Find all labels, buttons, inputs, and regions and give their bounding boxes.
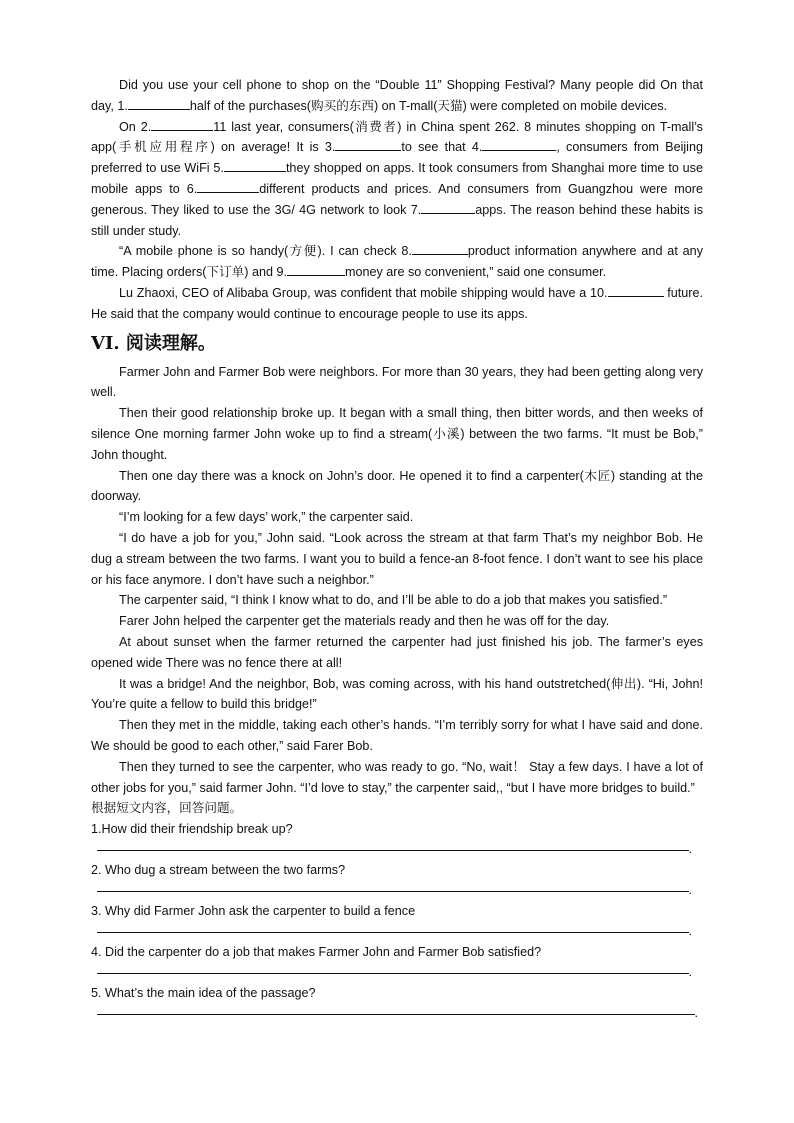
cloze-text: to see that	[401, 140, 472, 155]
cloze-text: future. He said that the company would continue to encourage people to use its apps.	[91, 285, 703, 321]
cloze-paragraph	[91, 241, 703, 283]
cloze-text: Did you use your cell phone to shop on the “Double 11” Shopping Festival? Many people did On that day,	[91, 78, 703, 113]
fill-in-blank[interactable]	[482, 137, 556, 151]
cloze-text: 3.	[324, 140, 336, 155]
cloze-text: 10.	[590, 285, 608, 300]
cloze-text: 4.	[471, 140, 483, 155]
fill-in-blank[interactable]	[128, 96, 190, 110]
answer-line[interactable]	[91, 880, 703, 900]
cloze-text: product information anywhere and at any time. Placing orders(下订单) and	[91, 244, 703, 280]
fill-in-blank[interactable]	[335, 137, 401, 151]
answer-underline[interactable]	[97, 1014, 695, 1015]
fill-in-blank[interactable]	[224, 158, 286, 172]
cloze-passage	[91, 75, 703, 325]
cloze-text: 5.	[213, 161, 224, 176]
answer-line[interactable]	[91, 1003, 703, 1023]
cloze-text: 1.	[117, 98, 128, 113]
cloze-text: 6.	[186, 181, 198, 196]
fill-in-blank[interactable]	[421, 200, 475, 214]
story-paragraph: It was a bridge! And the neighbor, Bob, was coming across, with his hand outstretched(伸出). “Hi, John! You’re quite a fellow to build this bridge!”	[91, 676, 703, 712]
questions-instruction: 根据短文内容，回答问题。	[91, 801, 243, 816]
story-paragraph: Then they met in the middle, taking each other’s hands. “I’m terribly sorry for what I have said and done. We should be good to each other,” said Farer Bob.	[91, 718, 703, 753]
story-paragraph: Then they turned to see the carpenter, who was ready to go. “No, wait！ Stay a few days. I have a lot of other jobs for you,” said farmer John. “I’d love to stay,” the carpenter said,, “but I have more bridges to build.”	[91, 759, 703, 795]
answer-end-mark: .	[688, 965, 692, 980]
fill-in-blank[interactable]	[151, 117, 213, 131]
question-text: 3. Why did Farmer John ask the carpenter to build a fence	[91, 904, 416, 919]
story-paragraph: Then their good relationship broke up. It began with a small thing, then bitter words, and then weeks of silence One morning farmer John woke up to find a stream(小溪) between the two farms. “It must be Bob,” John thought.	[91, 406, 703, 462]
answer-underline[interactable]	[97, 973, 689, 974]
question-text: 1.How did their friendship break up?	[91, 822, 293, 837]
cloze-text: apps. The reason behind these habits is still under study.	[91, 202, 704, 238]
fill-in-blank[interactable]	[197, 179, 259, 193]
cloze-text: money are so convenient,” said one consumer.	[345, 265, 607, 280]
fill-in-blank[interactable]	[287, 262, 345, 276]
cloze-paragraph	[91, 117, 703, 242]
story-paragraph: “I’m looking for a few days’ work,” the carpenter said.	[119, 510, 414, 525]
story-paragraph: At about sunset when the farmer returned the carpenter had just finished his job. The farmer’s eyes opened wide There was no fence there at all!	[91, 634, 703, 670]
answer-underline[interactable]	[97, 850, 689, 851]
story-paragraph: The carpenter said, “I think I know what to do, and I’ll be able to do a job that makes you satisfied.”	[119, 593, 668, 608]
cloze-text: different products and prices. And consumers from Guangzhou were more generous. They liked to use the 3G/ 4G network to look	[91, 181, 703, 217]
answer-end-mark: .	[688, 842, 692, 857]
story-paragraph: Farer John helped the carpenter get the materials ready and then he was off for the day.	[119, 614, 610, 629]
worksheet-page	[91, 75, 703, 1024]
cloze-text: half of the purchases(购买的东西) on T-mall(天猫) were completed on mobile devices.	[189, 98, 668, 113]
story-paragraph: Farmer John and Farmer Bob were neighbors. For more than 30 years, they had been getting along very well.	[91, 364, 703, 400]
answer-underline[interactable]	[97, 891, 689, 892]
answer-end-mark: .	[688, 924, 692, 939]
fill-in-blank[interactable]	[608, 283, 664, 297]
cloze-text: On	[119, 119, 141, 134]
section-heading: VI. 阅读理解。	[91, 332, 216, 354]
answer-line[interactable]	[91, 839, 703, 859]
cloze-text: they shopped on apps. It took consumers from Shanghai more time to use mobile apps to	[91, 161, 703, 196]
cloze-paragraph	[91, 75, 703, 117]
question-text: 5. What’s the main idea of the passage?	[91, 986, 316, 1001]
cloze-text: 8.	[401, 244, 412, 259]
answer-line[interactable]	[91, 962, 703, 982]
cloze-text: “A mobile phone is so handy(方便). I can check	[119, 244, 402, 259]
story-paragraph: “I do have a job for you,” John said. “Look across the stream at that farm That’s my neighbor Bob. He dug a stream between the two farms. I want you to build a fence-an 8-foot fence. I don’t want to see his place or his face anymore. I don’t have such a neighbor.”	[91, 530, 703, 587]
cloze-text: 7.	[410, 202, 422, 217]
questions-list	[91, 819, 703, 1023]
cloze-text: 11 last year, consumers(消费者) in China spent 262. 8 minutes shopping on T-mall’s app(手机应用程序) on average! It is	[91, 119, 703, 155]
answer-end-mark: .	[688, 883, 692, 898]
answer-line[interactable]	[91, 921, 703, 941]
answer-underline[interactable]	[97, 932, 689, 933]
answer-end-mark: .	[694, 1006, 698, 1021]
fill-in-blank[interactable]	[412, 241, 468, 255]
cloze-text: 2.	[140, 119, 152, 134]
cloze-text: , consumers from Beijing preferred to use WiFi	[91, 140, 703, 176]
story-paragraph: Then one day there was a knock on John’s door. He opened it to find a carpenter(木匠) standing at the doorway.	[91, 468, 703, 504]
cloze-text: 9.	[276, 265, 287, 280]
question-text: 4. Did the carpenter do a job that makes Farmer John and Farmer Bob satisfied?	[91, 945, 542, 960]
cloze-text: Lu Zhaoxi, CEO of Alibaba Group, was confident that mobile shipping would have a	[119, 285, 591, 300]
question-text: 2. Who dug a stream between the two farms?	[91, 863, 346, 878]
cloze-paragraph	[91, 283, 703, 325]
reading-story	[91, 362, 703, 799]
